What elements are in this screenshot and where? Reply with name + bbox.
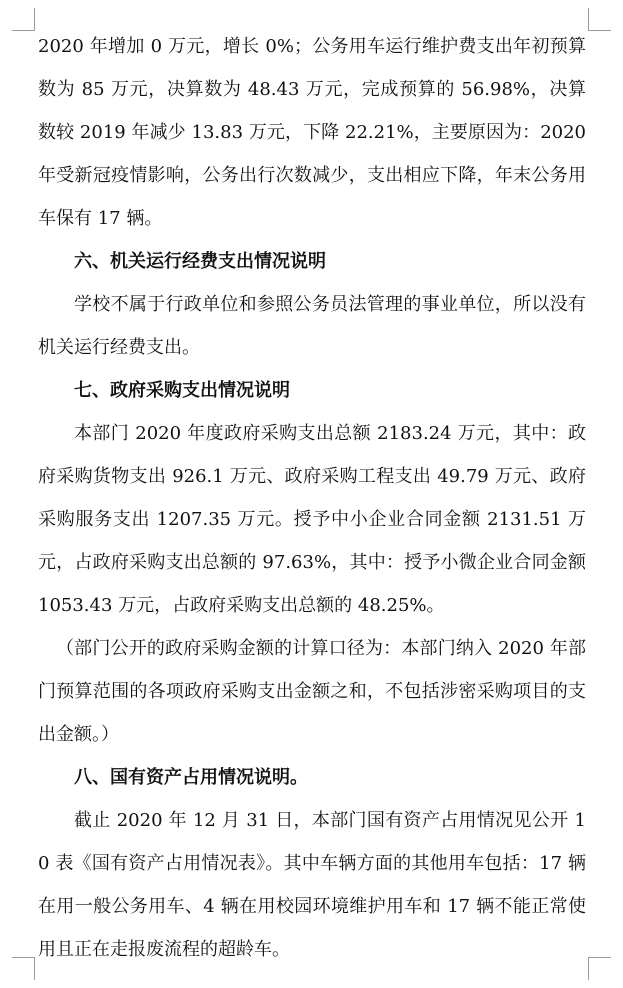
crop-mark-top-right: [588, 8, 611, 31]
paragraph-section-6: 学校不属于行政单位和参照公务员法管理的事业单位，所以没有机关运行经费支出。: [38, 294, 586, 358]
crop-mark-bottom-left: [12, 957, 35, 980]
paragraph-section-7-note: （部门公开的政府采购金额的计算口径为：本部门纳入 2020 年部门预算范围的各项政府采购支出金额之和，不包括涉密采购项目的支出金额。）: [38, 638, 586, 745]
heading-section-7: 七、政府采购支出情况说明: [74, 380, 290, 401]
heading-section-6: 六、机关运行经费支出情况说明: [74, 251, 326, 272]
heading-section-8: 八、国有资产占用情况说明。: [74, 767, 308, 788]
crop-mark-bottom-right: [588, 957, 611, 980]
paragraph-section-8: 截止 2020 年 12 月 31 日，本部门国有资产占用情况见公开 10 表《国有资产占用情况表》。其中车辆方面的其他用车包括：17 辆在用一般公务用车、4 辆在用校园环境维护用车和 17 辆不能正常使用且正在走报废流程的超龄车。: [38, 810, 586, 960]
document-body: [38, 25, 586, 971]
crop-mark-top-left: [12, 8, 35, 31]
paragraph-section-7: 本部门 2020 年度政府采购支出总额 2183.24 万元，其中：政府采购货物支出 926.1 万元、政府采购工程支出 49.79 万元、政府采购服务支出 1207.35 万元。授予中小企业合同金额 2131.51 万元，占政府采购支出总额的 97.63%，其中：授予小微企业合同金额 1053.43 万元，占政府采购支出总额的 48.25%。: [38, 423, 586, 616]
paragraph-vehicle-maintenance: 2020 年增加 0 万元，增长 0%；公务用车运行维护费支出年初预算数为 85 万元，决算数为 48.43 万元，完成预算的 56.98%，决算数较 2019 年减少 13.83 万元，下降 22.21%，主要原因为：2020 年受新冠疫情影响，公务出行次数减少，支出相应下降，年末公务用车保有 17 辆。: [38, 36, 586, 229]
